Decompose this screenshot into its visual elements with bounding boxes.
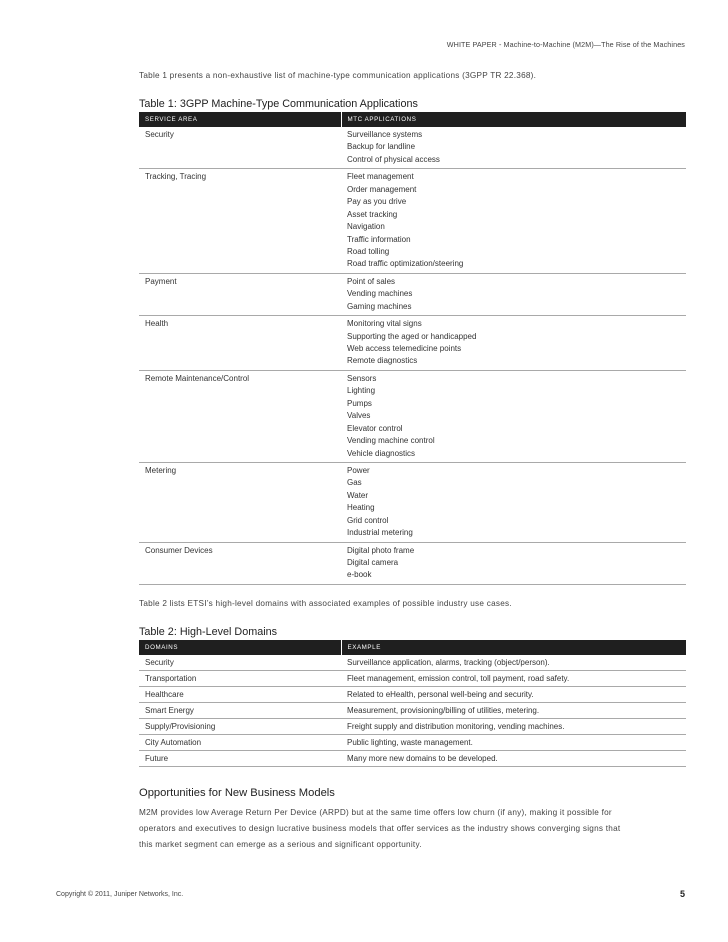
section-heading: Opportunities for New Business Models bbox=[139, 786, 335, 799]
table-row bbox=[139, 718, 686, 734]
mtc-applications-cell bbox=[341, 273, 686, 315]
table2-header-row bbox=[139, 640, 686, 655]
table-row bbox=[139, 671, 686, 687]
table-row bbox=[139, 703, 686, 719]
mtc-application-item: Pumps bbox=[347, 398, 372, 408]
example-cell: Fleet management, emission control, toll payment, road safety. bbox=[341, 671, 686, 687]
mtc-application-item: Vehicle diagnostics bbox=[347, 448, 416, 458]
table2-col-example: EXAMPLE bbox=[341, 640, 686, 655]
service-area-label: Metering bbox=[145, 465, 177, 475]
example-cell: Surveillance application, alarms, tracking (object/person). bbox=[341, 655, 686, 671]
table2-body bbox=[139, 655, 686, 766]
mtc-application-item: Digital photo frame bbox=[347, 545, 415, 555]
mtc-application-item: Fleet management bbox=[347, 172, 414, 182]
mtc-application-item: Point of sales bbox=[347, 276, 396, 286]
table1-col-mtc-applications: MTC APPLICATIONS bbox=[341, 112, 686, 127]
service-area-label: Consumer Devices bbox=[145, 545, 213, 555]
mtc-application-item: Grid control bbox=[347, 515, 389, 525]
mtc-application-item: Elevator control bbox=[347, 423, 403, 433]
service-area-label: Health bbox=[145, 319, 169, 329]
table1-title: Table 1: 3GPP Machine-Type Communication Applications bbox=[139, 98, 418, 110]
domain-cell: City Automation bbox=[139, 734, 341, 750]
mtc-application-item: Road tolling bbox=[347, 246, 390, 256]
service-area-cell bbox=[139, 169, 341, 274]
domain-cell: Security bbox=[139, 655, 341, 671]
mtc-application-item: Industrial metering bbox=[347, 528, 413, 538]
mtc-application-item: Traffic information bbox=[347, 234, 411, 244]
domain-cell: Transportation bbox=[139, 671, 341, 687]
service-area-cell bbox=[139, 542, 341, 584]
table-row bbox=[139, 169, 686, 274]
footer-copyright: Copyright © 2011, Juniper Networks, Inc. bbox=[56, 891, 184, 898]
mtc-application-item: Digital camera bbox=[347, 558, 399, 567]
paragraph-line: this market segment can emerge as a serious and significant opportunity. bbox=[139, 839, 422, 849]
service-area-cell bbox=[139, 462, 341, 542]
example-cell: Freight supply and distribution monitoring, vending machines. bbox=[341, 718, 686, 734]
mtc-application-item: Water bbox=[347, 490, 369, 500]
paragraph-line: M2M provides low Average Return Per Device (ARPD) but at the same time offers low churn (if any), making it possible for bbox=[139, 807, 612, 817]
mtc-application-item: Lighting bbox=[347, 386, 376, 396]
service-area-label: Remote Maintenance/Control bbox=[145, 373, 250, 383]
table1-header-row bbox=[139, 112, 686, 127]
table1-col-service-area: SERVICE AREA bbox=[139, 112, 341, 127]
table-row bbox=[139, 316, 686, 371]
domain-cell: Future bbox=[139, 750, 341, 766]
table-row bbox=[139, 273, 686, 315]
mtc-application-item: Backup for landline bbox=[347, 142, 416, 152]
page-content bbox=[139, 70, 686, 853]
service-area-cell bbox=[139, 273, 341, 315]
table1-mtc-applications bbox=[139, 112, 686, 585]
example-cell: Measurement, provisioning/billing of utilities, metering. bbox=[341, 703, 686, 719]
page-number: 5 bbox=[679, 889, 685, 899]
table-row bbox=[139, 750, 686, 766]
running-header-title: WHITE PAPER - Machine-to-Machine (M2M)—The Rise of the Machines bbox=[446, 40, 685, 49]
mtc-application-item: Asset tracking bbox=[347, 209, 398, 219]
service-area-label: Payment bbox=[145, 276, 177, 286]
service-area-label: Security bbox=[145, 130, 174, 139]
mtc-application-item: Vending machines bbox=[347, 289, 413, 299]
mtc-application-item: Supporting the aged or handicapped bbox=[347, 331, 477, 341]
mtc-application-item: Power bbox=[347, 465, 370, 475]
mtc-application-item: Navigation bbox=[347, 222, 385, 232]
mtc-application-item: Control of physical access bbox=[347, 154, 440, 164]
mtc-applications-cell bbox=[341, 542, 686, 584]
table-row bbox=[139, 542, 686, 584]
table-row bbox=[139, 370, 686, 462]
table2-col-domains: DOMAINS bbox=[139, 640, 341, 655]
paragraph-line: operators and executives to design lucrative business models that offer services as the industry shows converging signs that bbox=[139, 823, 621, 833]
section-body-paragraph bbox=[139, 805, 686, 853]
service-area-label: Tracking, Tracing bbox=[145, 172, 207, 182]
mtc-application-item: Monitoring vital signs bbox=[347, 319, 422, 329]
domain-cell: Supply/Provisioning bbox=[139, 718, 341, 734]
table-row bbox=[139, 687, 686, 703]
mtc-application-item: Sensors bbox=[347, 373, 377, 383]
mtc-applications-cell bbox=[341, 169, 686, 274]
mtc-application-item: Remote diagnostics bbox=[347, 356, 418, 366]
mtc-applications-cell bbox=[341, 316, 686, 371]
service-area-cell bbox=[139, 127, 341, 169]
table2-high-level-domains bbox=[139, 640, 686, 767]
service-area-cell bbox=[139, 316, 341, 371]
mtc-application-item: Gaming machines bbox=[347, 301, 412, 311]
mtc-applications-cell bbox=[341, 370, 686, 462]
mtc-application-item: Pay as you drive bbox=[347, 197, 407, 207]
mtc-applications-cell bbox=[341, 127, 686, 169]
domain-cell: Smart Energy bbox=[139, 703, 341, 719]
example-cell: Public lighting, waste management. bbox=[341, 734, 686, 750]
mtc-application-item: e-book bbox=[347, 570, 372, 580]
service-area-cell bbox=[139, 370, 341, 462]
table-row bbox=[139, 655, 686, 671]
mtc-application-item: Gas bbox=[347, 478, 362, 488]
mtc-application-item: Order management bbox=[347, 184, 417, 194]
table1-body bbox=[139, 127, 686, 584]
table-row bbox=[139, 734, 686, 750]
table1-intro-text: Table 1 presents a non-exhaustive list of machine-type communication applications (3GPP TR 22.368). bbox=[139, 71, 537, 80]
example-cell: Many more new domains to be developed. bbox=[341, 750, 686, 766]
table2-title: Table 2: High-Level Domains bbox=[139, 625, 278, 638]
mtc-application-item: Surveillance systems bbox=[347, 130, 423, 139]
mtc-application-item: Road traffic optimization/steering bbox=[347, 259, 464, 269]
mtc-application-item: Vending machine control bbox=[347, 436, 435, 446]
mtc-application-item: Valves bbox=[347, 411, 371, 421]
mtc-application-item: Web access telemedicine points bbox=[347, 344, 462, 353]
table-row bbox=[139, 127, 686, 169]
domain-cell: Healthcare bbox=[139, 687, 341, 703]
table-row bbox=[139, 462, 686, 542]
mtc-application-item: Heating bbox=[347, 503, 375, 513]
mtc-applications-cell bbox=[341, 462, 686, 542]
example-cell: Related to eHealth, personal well-being and security. bbox=[341, 687, 686, 703]
table2-intro-text: Table 2 lists ETSI’s high-level domains with associated examples of possible industry use cases. bbox=[139, 598, 512, 608]
